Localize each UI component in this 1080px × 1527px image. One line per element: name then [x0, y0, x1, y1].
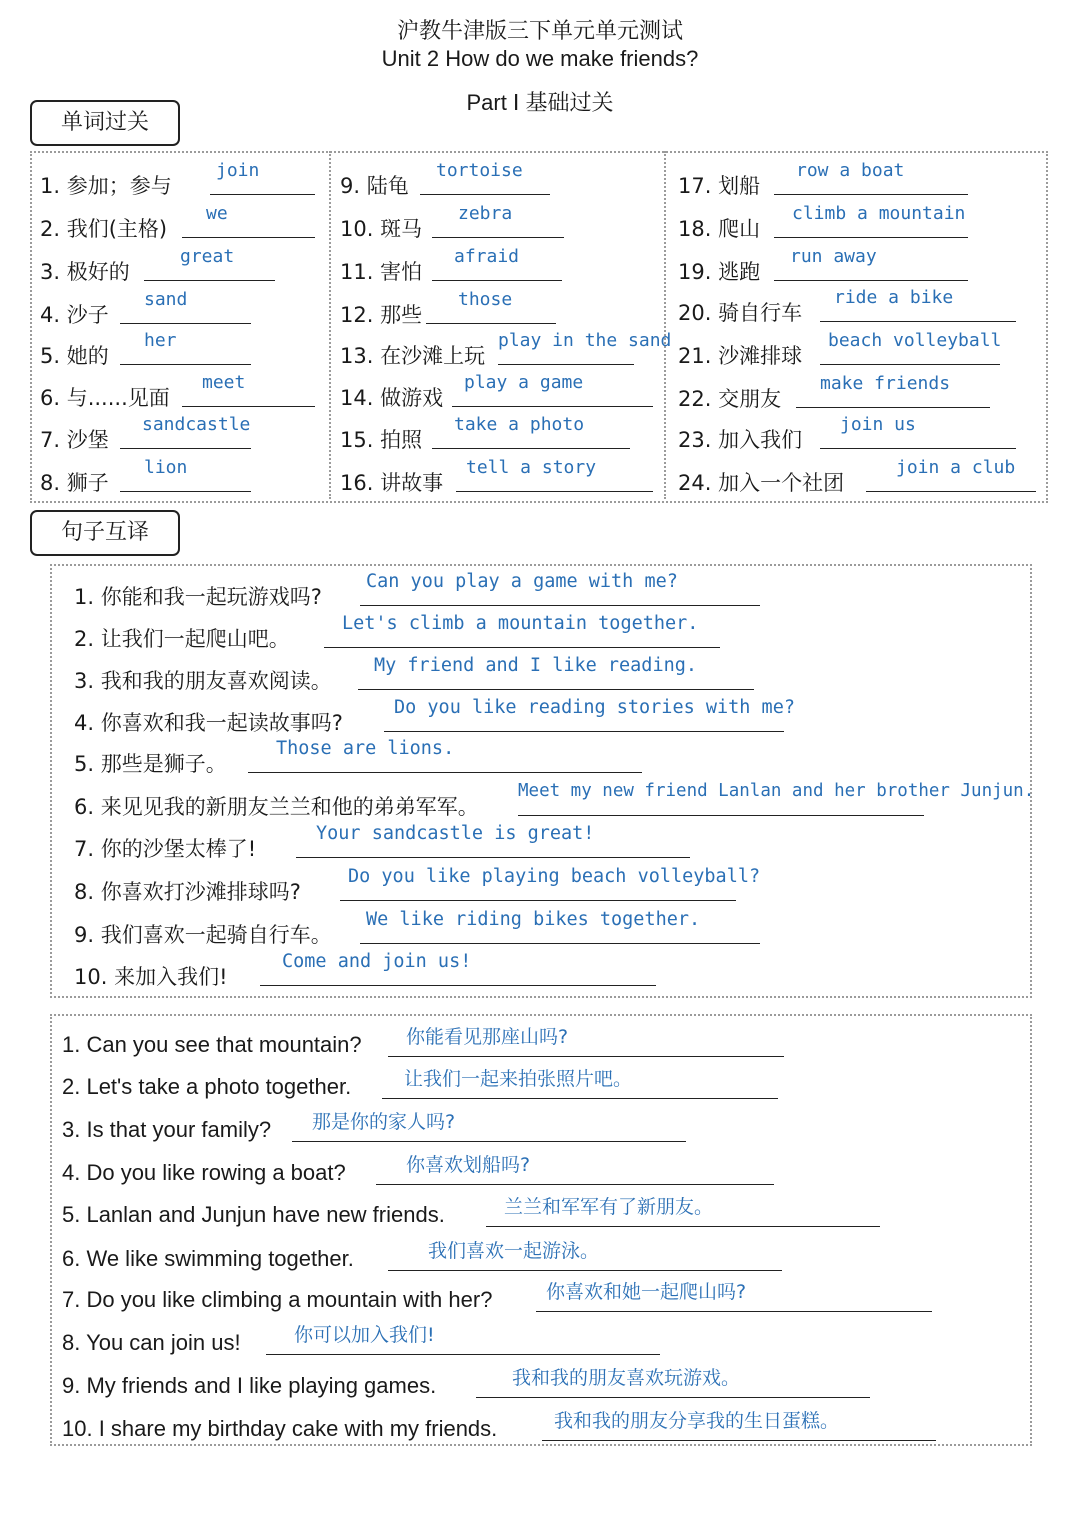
vocab-question: 22. 交朋友	[678, 387, 782, 411]
translation-item	[62, 1363, 1022, 1403]
answer-line	[774, 280, 968, 281]
translation-answer: Come and join us!	[282, 951, 472, 972]
vocab-question: 6. 与......见面	[40, 386, 170, 410]
vocab-item	[678, 373, 1038, 413]
answer-line	[432, 280, 562, 281]
vocab-item	[340, 372, 660, 412]
vocab-item	[678, 203, 1038, 243]
answer-line	[452, 406, 653, 407]
vocab-item	[40, 330, 325, 370]
answer-line	[292, 1141, 686, 1142]
translation-question: 2. 让我们一起爬山吧。	[74, 627, 290, 651]
answer-line	[384, 731, 784, 732]
column-divider	[329, 151, 331, 499]
vocab-answer: lion	[144, 457, 188, 478]
translation-item	[62, 1150, 1022, 1190]
answer-line	[266, 1354, 660, 1355]
vocab-item	[40, 289, 325, 329]
translation-question: 8. You can join us!	[62, 1330, 241, 1355]
answer-line	[536, 1311, 932, 1312]
translation-item	[74, 781, 1035, 821]
section-label-sentences: 句子互译	[30, 510, 180, 556]
translation-answer: 兰兰和军军有了新朋友。	[504, 1196, 714, 1218]
translation-question: 2. Let's take a photo together.	[62, 1074, 352, 1099]
answer-line	[432, 237, 564, 238]
translation-answer: My friend and I like reading.	[374, 655, 698, 676]
translation-item	[62, 1022, 1022, 1062]
translation-question: 1. Can you see that mountain?	[62, 1032, 362, 1057]
vocab-question: 20. 骑自行车	[678, 301, 803, 325]
answer-line	[498, 364, 634, 365]
answer-line	[476, 1397, 870, 1398]
translation-item	[74, 951, 1024, 991]
vocab-answer: take a photo	[454, 414, 585, 435]
answer-line	[820, 364, 1000, 365]
translation-answer: Do you like playing beach volleyball?	[348, 866, 761, 887]
vocab-answer: play in the sand	[498, 330, 672, 351]
translation-answer: Do you like reading stories with me?	[394, 697, 795, 718]
answer-line	[248, 772, 642, 773]
answer-line	[182, 237, 315, 238]
vocab-item	[40, 457, 325, 497]
vocab-answer: make friends	[820, 373, 951, 394]
vocab-answer: sandcastle	[142, 414, 251, 435]
answer-line	[518, 815, 924, 816]
title-chinese: 沪教牛津版三下单元单元测试	[396, 19, 683, 44]
answer-line	[542, 1440, 936, 1441]
answer-line	[382, 1098, 778, 1099]
answer-line	[120, 491, 251, 492]
translation-answer: 我们喜欢一起游泳。	[428, 1240, 600, 1262]
translation-question: 1. 你能和我一起玩游戏吗?	[74, 585, 322, 609]
vocab-item	[340, 457, 660, 497]
translation-item	[74, 866, 1024, 906]
vocab-question: 7. 沙堡	[40, 428, 109, 452]
translation-question: 3. 我和我的朋友喜欢阅读。	[74, 669, 332, 693]
translation-item	[62, 1320, 1022, 1360]
translation-answer: Meet my new friend Lanlan and her brother Junjun.	[518, 781, 1035, 801]
vocab-item	[40, 372, 325, 412]
answer-line	[358, 689, 754, 690]
translation-question: 10. 来加入我们!	[74, 965, 228, 989]
vocab-answer: join	[216, 160, 260, 181]
vocab-answer: afraid	[454, 246, 520, 267]
vocab-item	[340, 246, 660, 286]
vocab-question: 3. 极好的	[40, 260, 130, 284]
vocab-item	[678, 246, 1038, 286]
vocab-item	[678, 330, 1038, 370]
translation-question: 6. 来见见我的新朋友兰兰和他的弟弟军军。	[74, 795, 479, 819]
answer-line	[432, 448, 630, 449]
translation-item	[74, 655, 1024, 695]
translation-answer: 我和我的朋友分享我的生日蛋糕。	[554, 1410, 840, 1432]
translation-item	[74, 738, 1024, 778]
answer-line	[324, 647, 720, 648]
vocab-item	[678, 414, 1038, 454]
translation-question: 10. I share my birthday cake with my friends.	[62, 1416, 498, 1441]
vocab-question: 18. 爬山	[678, 217, 761, 241]
section-label-vocab: 单词过关	[30, 100, 180, 146]
translation-question: 4. Do you like rowing a boat?	[62, 1160, 346, 1185]
vocab-answer: tortoise	[436, 160, 523, 181]
answer-line	[820, 321, 1016, 322]
translation-item	[74, 697, 1024, 737]
vocab-question: 17. 划船	[678, 174, 761, 198]
answer-line	[120, 323, 251, 324]
translation-item	[74, 613, 1024, 653]
translation-item	[62, 1192, 1022, 1232]
vocab-answer: join a club	[896, 457, 1016, 478]
translation-question: 3. Is that your family?	[62, 1117, 272, 1142]
translation-item	[74, 909, 1024, 949]
answer-line	[774, 237, 968, 238]
translation-question: 8. 你喜欢打沙滩排球吗?	[74, 880, 301, 904]
vocab-answer: climb a mountain	[792, 203, 966, 224]
vocab-question: 16. 讲故事	[340, 471, 444, 495]
vocab-question: 19. 逃跑	[678, 260, 761, 284]
translation-answer: 你喜欢划船吗?	[406, 1154, 531, 1176]
vocab-item	[40, 203, 325, 243]
answer-line	[144, 280, 275, 281]
answer-line	[376, 1184, 774, 1185]
vocab-answer: her	[144, 330, 177, 351]
translation-answer: Let's climb a mountain together.	[342, 613, 699, 634]
vocab-item	[40, 414, 325, 454]
vocab-answer: we	[206, 203, 228, 224]
translation-answer: We like riding bikes together.	[366, 909, 701, 930]
vocab-question: 14. 做游戏	[340, 386, 444, 410]
answer-line	[360, 605, 760, 606]
vocab-answer: great	[180, 246, 235, 267]
translation-item	[62, 1277, 1022, 1317]
vocab-item	[40, 246, 325, 286]
translation-question: 9. 我们喜欢一起骑自行车。	[74, 923, 332, 947]
vocab-answer: those	[458, 289, 513, 310]
vocab-answer: beach volleyball	[828, 330, 1002, 351]
answer-line	[820, 448, 1016, 449]
answer-line	[210, 194, 315, 195]
vocab-question: 24. 加入一个社团	[678, 471, 845, 495]
vocab-answer: ride a bike	[834, 287, 954, 308]
vocab-question: 15. 拍照	[340, 428, 423, 452]
vocab-item	[340, 160, 660, 200]
vocab-question: 10. 斑马	[340, 217, 423, 241]
vocab-question: 8. 狮子	[40, 471, 109, 495]
vocab-question: 13. 在沙滩上玩	[340, 344, 486, 368]
title-english: Unit 2 How do we make friends?	[381, 46, 699, 71]
vocab-item	[40, 160, 325, 200]
vocab-item	[340, 289, 660, 329]
vocab-answer: zebra	[458, 203, 513, 224]
translation-answer: 你喜欢和她一起爬山吗?	[546, 1281, 747, 1303]
vocab-answer: run away	[790, 246, 877, 267]
answer-line	[486, 1226, 880, 1227]
answer-line	[120, 364, 251, 365]
translation-item	[74, 571, 1024, 611]
translation-answer: 让我们一起来拍张照片吧。	[404, 1068, 633, 1090]
column-divider	[664, 151, 666, 499]
translation-item	[74, 823, 1024, 863]
translation-question: 7. Do you like climbing a mountain with her?	[62, 1287, 493, 1312]
vocab-item	[340, 203, 660, 243]
translation-question: 7. 你的沙堡太棒了!	[74, 837, 257, 861]
answer-line	[360, 943, 760, 944]
translation-answer: 你可以加入我们!	[294, 1324, 435, 1346]
part-heading: Part Ⅰ 基础过关	[466, 90, 614, 115]
translation-answer: 你能看见那座山吗?	[406, 1026, 569, 1048]
answer-line	[182, 406, 315, 407]
answer-line	[120, 448, 251, 449]
translation-answer: 我和我的朋友喜欢玩游戏。	[512, 1367, 741, 1389]
vocab-question: 4. 沙子	[40, 303, 109, 327]
translation-answer: Those are lions.	[276, 738, 455, 759]
vocab-question: 9. 陆龟	[340, 174, 409, 198]
answer-line	[260, 985, 656, 986]
vocab-answer: meet	[202, 372, 246, 393]
vocab-question: 12. 那些	[340, 303, 423, 327]
translation-question: 5. Lanlan and Junjun have new friends.	[62, 1202, 445, 1227]
vocab-question: 21. 沙滩排球	[678, 344, 803, 368]
answer-line	[426, 323, 556, 324]
answer-line	[796, 407, 990, 408]
answer-line	[388, 1056, 784, 1057]
translation-item	[62, 1107, 1022, 1147]
answer-line	[774, 194, 968, 195]
answer-line	[866, 491, 1036, 492]
translation-item	[62, 1064, 1022, 1104]
vocab-question: 2. 我们(主格)	[40, 217, 168, 241]
vocab-answer: row a boat	[796, 160, 905, 181]
translation-item	[62, 1236, 1022, 1276]
vocab-answer: sand	[144, 289, 188, 310]
translation-answer: Your sandcastle is great!	[316, 823, 595, 844]
vocab-answer: join us	[840, 414, 916, 435]
vocab-item	[678, 160, 1038, 200]
translation-item	[62, 1406, 1022, 1446]
translation-question: 6. We like swimming together.	[62, 1246, 354, 1271]
vocab-item	[340, 330, 672, 370]
translation-answer: Can you play a game with me?	[366, 571, 678, 592]
translation-question: 9. My friends and I like playing games.	[62, 1373, 437, 1398]
vocab-item	[678, 457, 1038, 497]
vocab-item	[340, 414, 660, 454]
answer-line	[456, 491, 653, 492]
vocab-question: 5. 她的	[40, 344, 109, 368]
answer-line	[420, 194, 550, 195]
translation-question: 5. 那些是狮子。	[74, 752, 227, 776]
vocab-question: 23. 加入我们	[678, 428, 803, 452]
vocab-question: 11. 害怕	[340, 260, 423, 284]
vocab-answer: play a game	[464, 372, 584, 393]
translation-question: 4. 你喜欢和我一起读故事吗?	[74, 711, 343, 735]
answer-line	[388, 1270, 782, 1271]
answer-line	[296, 857, 690, 858]
translation-answer: 那是你的家人吗?	[312, 1111, 456, 1133]
vocab-item	[678, 287, 1038, 327]
vocab-question: 1. 参加；参与	[40, 174, 172, 198]
answer-line	[340, 900, 736, 901]
vocab-answer: tell a story	[466, 457, 597, 478]
